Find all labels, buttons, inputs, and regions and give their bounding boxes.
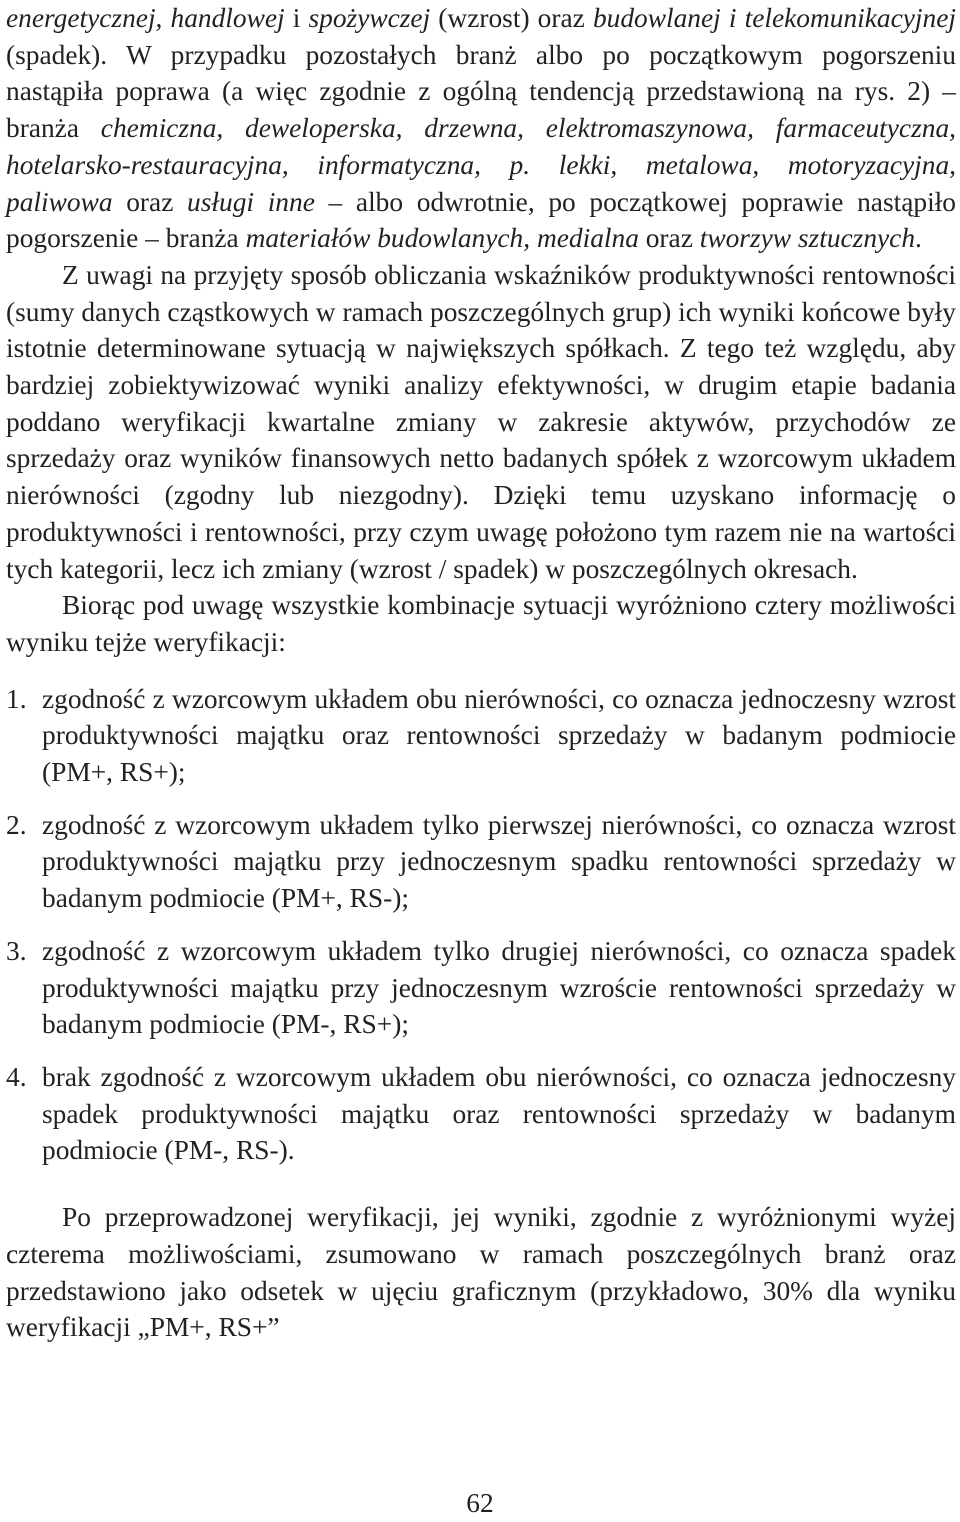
list-item-text: brak zgodność z wzorcowym układem obu nierówności, co oznacza jednoczesny spadek produktywności majątku oraz rentowności sprzedaży w badanym podmiocie (PM-, RS-). (42, 1061, 956, 1166)
text: i (284, 3, 309, 33)
list-item-text: zgodność z wzorcowym układem tylko drugiej nierówności, co oznacza spadek produktywności majątku przy jednoczesnym wzroście rentowności sprzedaży w badanym podmiocie (PM-, RS+); (42, 935, 956, 1040)
text-italic: materiałów budowlanych, medialna (245, 223, 639, 254)
paragraph-combinations-intro: Biorąc pod uwagę wszystkie kombinacje sytuacji wyróżniono cztery możliwości wyniku tejże weryfikacji: (6, 590, 956, 657)
paragraph-methodology: Z uwagi na przyjęty sposób obliczania wskaźników produktywności rentowności (sumy danych cząstkowych w ramach poszczególnych grup) ich wyniki końcowe były istotnie determinowane sytuacją w największych spółkach. Z tego też względu, aby bardziej zobiektywizować wyniki analizy efektywności, w drugim etapie badania poddano weryfikacji kwartalne zmiany w zakresie aktywów, przychodów ze sprzedaży oraz wyników finansowych netto badanych spółek z wzorcowym układem nierówności (zgodny lub niezgodny). Dzięki temu uzyskano informację o produktywności i rentowności, przy czym uwagę położono tym razem nie na wartości tych kategorii, lecz ich zmiany (wzrost / spadek) w poszczególnych okresach. (6, 259, 956, 584)
text-italic: budowlanej i telekomunikacyjnej (592, 3, 956, 33)
text-italic: spożywczej (308, 3, 431, 33)
verification-outcomes-list (6, 681, 956, 1169)
text: oraz (112, 186, 188, 217)
text-italic: tworzyw sztucznych (699, 223, 916, 254)
text-italic: chemiczna, deweloperska, drzewna, elektromaszynowa, farmaceutyczna, hotelarsko-restauracyjna, informatyczna, p. lekki, metalowa, motoryzacyjna, paliwowa (6, 113, 956, 217)
document-page (6, 0, 956, 1346)
paragraph-verification-summary: Po przeprowadzonej weryfikacji, jej wyniki, zgodnie z wyróżnionymi wyżej czterema możliwościami, zsumowano w ramach poszczególnych branż oraz przedstawiono jako odsetek w ujęciu graficznym (przykładowo, 30% dla wyniku weryfikacji „PM+, RS+” (6, 1202, 956, 1343)
list-item (6, 807, 956, 917)
list-item-number: 2. (6, 809, 27, 840)
list-item-text: zgodność z wzorcowym układem tylko pierwszej nierówności, co oznacza wzrost produktywności majątku przy jednoczesnym spadku rentowności sprzedaży w badanym podmiocie (PM+, RS-); (42, 809, 956, 914)
list-item (6, 1059, 956, 1169)
text-italic: usługi inne (187, 186, 315, 217)
text: . (915, 223, 922, 254)
list-item-number: 1. (6, 683, 27, 714)
text: (spadek). W przypadku pozostałych branż albo po początkowym pogorszeniu nastąpiła poprawa (a więc zgodnie z ogólną tendencją przedstawioną na rys. 2) – branża (6, 39, 956, 144)
paragraph-industry-trends (6, 0, 956, 257)
list-item-number: 4. (6, 1061, 27, 1092)
text: (wzrost) oraz (430, 3, 593, 33)
text: oraz (638, 223, 700, 254)
list-item-text: zgodność z wzorcowym układem obu nierówności, co oznacza jednoczesny wzrost produktywności majątku oraz rentowności sprzedaży w badanym podmiocie (PM+, RS+); (42, 683, 956, 788)
list-item (6, 933, 956, 1043)
list-item-number: 3. (6, 935, 27, 966)
text-italic: energetycznej, handlowej (6, 3, 285, 33)
page-number: 62 (466, 1488, 494, 1518)
text: – albo odwrotnie, po początkowej poprawie nastąpiło pogorszenie – branża (6, 186, 956, 254)
list-item (6, 681, 956, 791)
